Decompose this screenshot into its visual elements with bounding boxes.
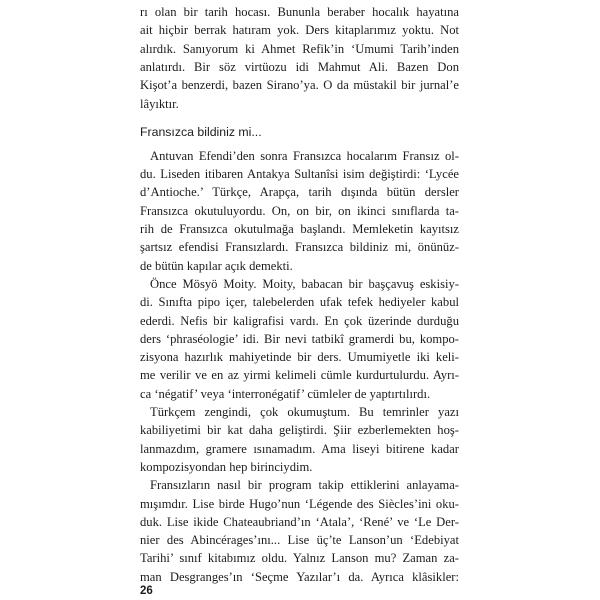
text-line: di. Sınıfta pipo içer, talebelerden ufak tefek hediyeler kabul [140, 295, 459, 310]
text-line: Fransızca okutuluyordu. On, on bir, on ikinci sınıflarda ta- [140, 203, 459, 218]
text-line: Fransızların nasıl bir program takip ettiklerini anlayama- [150, 478, 459, 493]
text-line: rı olan bir tarih hocası. Bununla beraber hocalık hayatına [140, 5, 459, 19]
text-line: ders ‘phraséologie’ idi. Bir nevi tatbikî gramerdi bu, kompo- [140, 331, 459, 346]
text-line: şartsız efendisi Fransızlardı. Fransızca bildiniz mi, önünüz- [140, 240, 459, 255]
text-line: Tarihi’ sınıf kitabımız oldu. Yalnız Lanson mu? Zaman za- [140, 551, 459, 566]
text-line: mışımdır. Lise birde Hugo’nun ‘Légende des Siècles’ini oku- [140, 496, 459, 511]
section-heading: Fransızca bildiniz mi... [140, 124, 262, 139]
text-line: kompozisyondan hep birinciydim. [140, 459, 313, 474]
text-line: man Desgranges’ın ‘Seçme Yazılar’ı da. Ayrıca klâsikler: [140, 569, 459, 584]
text-line: zisyona hazırlık mahiyetinde bir ders. Umumiyetle iki keli- [140, 350, 459, 365]
text-line: ait hiçbir berrak hatıram yok. Ders kitaplarımız yoktu. Not [140, 23, 459, 38]
text-line: Önce Mösyö Moity. Moity, babacan bir başçavuş eskisiy- [150, 276, 459, 291]
text-line: lanmazdım, gramere ısınamadım. Ama liseyi bitirene kadar [140, 441, 459, 456]
text-line: lâyıktır. [140, 96, 179, 111]
text-line: Kişot’a benzerdi, bazen Sirano’ya. O da müstakil bir jurnal’e [140, 78, 459, 93]
text-line: duk. Lise ikide Chateaubriand’ın ‘Atala’, ‘René’ ve ‘Le Der- [140, 514, 459, 529]
text-line: anlatırdı. Bir söz virtüozu idi Mahmut Ali. Bazen Don [140, 59, 459, 74]
text-line: ederdi. Nefis bir kaligrafisi vardı. En çok üzerinde durduğu [140, 313, 459, 328]
text-line: Türkçem zengindi, çok okumuştum. Bu temrinler yazı [150, 405, 459, 419]
text-line: kabiliyetimi bir kat daha geliştirdi. Şiir ezberlemekten hoş- [140, 423, 459, 438]
text-line: ca ‘négatif’ veya ‘interronégatif’ cümleler de yaptırtılırdı. [140, 386, 431, 401]
text-line: du. Liseden itibaren Antakya Sultanîsi isim değiştirdi: ‘Lycée [140, 167, 459, 182]
text-line: d’Antioche.’ Türkçe, Arapça, tarih dışında bütün dersler [140, 185, 459, 200]
text-line: de bütün kapılar açık demekti. [140, 258, 293, 273]
text-line: me verilir ve en az yirmi kelimeli cümle kurdurtulurdu. Ayrı- [140, 368, 459, 383]
text-line: Antuvan Efendi’den sonra Fransızca hocalarım Fransız ol- [150, 148, 459, 163]
text-line: rih de Fransızca okutulmağa başlandı. Memleketin kayıtsız [140, 222, 459, 236]
page-number: 26 [140, 585, 153, 597]
text-line: alırdık. Sanıyorum ki Ahmet Refik’in ‘Umumi Tarih’inden [140, 41, 459, 56]
text-line: nier des Abincérages’ını... Lise üç’te Lanson’un ‘Edebiyat [140, 533, 459, 548]
